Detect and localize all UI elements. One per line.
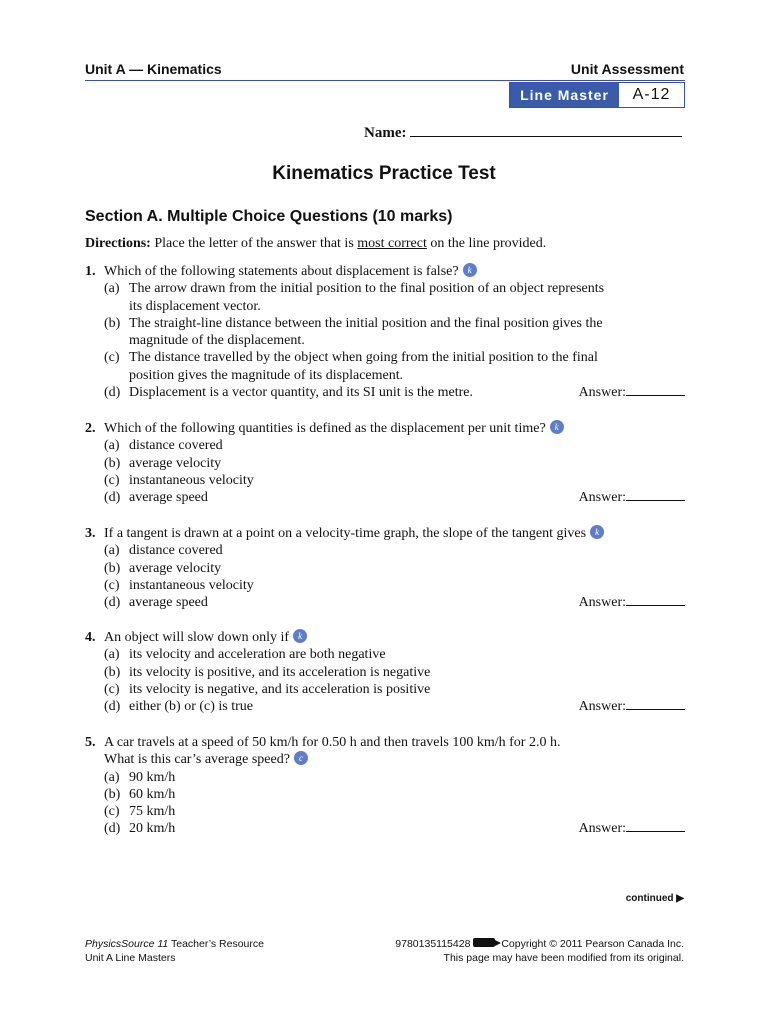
question-5 bbox=[85, 734, 685, 838]
continued-indicator bbox=[626, 893, 684, 904]
option-text: 75 km/h bbox=[129, 804, 176, 820]
question-text: What is this car’s average speed? bbox=[104, 752, 290, 768]
directions-text-after: on the line provided. bbox=[430, 236, 547, 251]
option-b bbox=[85, 560, 685, 577]
skill-badge-icon: k bbox=[293, 629, 307, 643]
option-text: distance covered bbox=[129, 438, 223, 454]
answer-label: Answer: bbox=[578, 490, 626, 506]
isbn: 9780135115428 bbox=[395, 938, 471, 950]
answer-label: Answer: bbox=[578, 595, 626, 611]
option-text: The distance travelled by the object when going from the initial position to the final bbox=[129, 350, 598, 366]
option-letter: (a) bbox=[104, 543, 120, 559]
option-b bbox=[85, 786, 685, 803]
question-number: 1. bbox=[85, 264, 96, 279]
option-text: average speed bbox=[129, 490, 208, 506]
option-text: The straight-line distance between the initial position and the final position gives the bbox=[129, 315, 603, 331]
question-2 bbox=[85, 420, 685, 506]
option-text: its velocity is positive, and its acceleration is negative bbox=[129, 664, 431, 680]
option-letter: (d) bbox=[104, 699, 121, 715]
option-letter: (a) bbox=[104, 647, 120, 663]
option-a bbox=[85, 769, 685, 786]
question-number: 3. bbox=[85, 526, 96, 541]
copyright-logo-icon bbox=[473, 938, 495, 947]
skill-badge-icon: k bbox=[590, 525, 604, 539]
option-b bbox=[85, 664, 685, 681]
line-master-label: Line Master bbox=[510, 83, 619, 107]
question-4 bbox=[85, 629, 685, 715]
option-letter: (a) bbox=[104, 438, 120, 454]
header-divider bbox=[85, 80, 685, 81]
option-text: position gives the magnitude of its displacement. bbox=[129, 367, 404, 383]
copyright: Copyright © 2011 Pearson Canada Inc. bbox=[501, 938, 684, 950]
question-text-line bbox=[104, 734, 685, 751]
option-a bbox=[85, 437, 685, 454]
option-d bbox=[85, 594, 685, 611]
answer-field[interactable] bbox=[579, 593, 685, 611]
book-title: PhysicsSource 11 bbox=[85, 938, 169, 950]
option-letter: (c) bbox=[104, 472, 120, 488]
question-text: If a tangent is drawn at a point on a velocity-time graph, the slope of the tangent gives bbox=[104, 526, 587, 541]
option-letter: (b) bbox=[104, 786, 121, 802]
answer-blank-line[interactable] bbox=[626, 488, 685, 501]
question-text-line bbox=[104, 751, 685, 768]
modified-notice: This page may have been modified from its original. bbox=[443, 952, 684, 964]
answer-field[interactable] bbox=[579, 697, 685, 715]
option-text: 90 km/h bbox=[129, 769, 176, 785]
option-c bbox=[85, 349, 685, 384]
option-a bbox=[85, 280, 685, 315]
answer-field[interactable] bbox=[579, 383, 685, 401]
option-letter: (c) bbox=[104, 804, 120, 820]
option-letter: (b) bbox=[104, 315, 121, 331]
option-d bbox=[85, 489, 685, 506]
option-letter: (c) bbox=[104, 577, 120, 593]
line-master-number: A-12 bbox=[619, 83, 684, 107]
option-text: either (b) or (c) is true bbox=[129, 699, 253, 715]
option-d bbox=[85, 820, 685, 837]
option-text: average velocity bbox=[129, 560, 222, 576]
answer-label: Answer: bbox=[578, 821, 626, 837]
name-field[interactable] bbox=[364, 123, 682, 142]
option-letter: (a) bbox=[104, 769, 120, 785]
question-text-line bbox=[104, 525, 685, 542]
answer-blank-line[interactable] bbox=[626, 697, 685, 710]
question-number: 4. bbox=[85, 630, 96, 645]
option-letter: (b) bbox=[104, 664, 121, 680]
footer-unit: Unit A Line Masters bbox=[85, 952, 176, 964]
option-text: distance covered bbox=[129, 543, 223, 559]
option-text: 60 km/h bbox=[129, 786, 176, 802]
play-arrow-icon: ▶ bbox=[676, 893, 684, 904]
option-text: instantaneous velocity bbox=[129, 472, 254, 488]
question-stem bbox=[85, 420, 685, 437]
option-letter: (c) bbox=[104, 681, 120, 697]
question-text: Which of the following statements about displacement is false? bbox=[104, 264, 459, 279]
continued-label: continued bbox=[625, 893, 674, 904]
answer-field[interactable] bbox=[579, 488, 685, 506]
option-b bbox=[85, 455, 685, 472]
skill-badge-icon: k bbox=[550, 420, 564, 434]
question-stem bbox=[85, 263, 685, 280]
footer-right bbox=[395, 937, 684, 965]
option-letter: (a) bbox=[104, 281, 120, 297]
option-letter: (d) bbox=[104, 490, 121, 506]
question-stem bbox=[85, 734, 685, 769]
question-3 bbox=[85, 525, 685, 611]
option-letter: (c) bbox=[104, 350, 120, 366]
answer-label: Answer: bbox=[578, 699, 626, 715]
option-text: its velocity is negative, and its acceleration is positive bbox=[129, 681, 431, 697]
answer-blank-line[interactable] bbox=[626, 383, 685, 396]
option-text: average velocity bbox=[129, 455, 222, 471]
option-b bbox=[85, 315, 685, 350]
option-d bbox=[85, 698, 685, 715]
option-text: magnitude of the displacement. bbox=[129, 333, 305, 349]
option-letter: (b) bbox=[104, 560, 121, 576]
page-title: Kinematics Practice Test bbox=[272, 163, 496, 184]
option-text: its velocity and acceleration are both negative bbox=[129, 647, 386, 663]
question-text: An object will slow down only if bbox=[104, 630, 290, 645]
option-c bbox=[85, 472, 685, 489]
name-blank-line[interactable] bbox=[410, 123, 682, 137]
directions-emphasis: most correct bbox=[357, 236, 427, 251]
skill-badge-icon: c bbox=[294, 751, 308, 765]
question-text-line bbox=[104, 263, 685, 280]
name-label: Name: bbox=[364, 125, 407, 141]
assessment-heading: Unit Assessment bbox=[570, 61, 684, 77]
option-text: Displacement is a vector quantity, and its SI unit is the metre. bbox=[129, 385, 473, 401]
question-stem bbox=[85, 525, 685, 542]
footer-left bbox=[85, 937, 264, 965]
option-text: instantaneous velocity bbox=[129, 577, 254, 593]
option-letter: (b) bbox=[104, 455, 121, 471]
option-letter: (d) bbox=[104, 595, 121, 611]
question-text-line bbox=[104, 629, 685, 646]
unit-heading: Unit A — Kinematics bbox=[85, 61, 222, 77]
option-a bbox=[85, 646, 685, 663]
skill-badge-icon: k bbox=[463, 263, 477, 277]
question-stem bbox=[85, 629, 685, 646]
option-c bbox=[85, 681, 685, 698]
book-suffix: Teacher’s Resource bbox=[168, 938, 264, 950]
option-text: its displacement vector. bbox=[129, 298, 261, 314]
question-1 bbox=[85, 263, 685, 401]
question-text: Which of the following quantities is defined as the displacement per unit time? bbox=[104, 421, 546, 436]
directions bbox=[85, 236, 546, 252]
option-letter: (d) bbox=[104, 385, 121, 401]
answer-blank-line[interactable] bbox=[626, 593, 685, 606]
directions-label: Directions: bbox=[85, 236, 151, 251]
question-number: 5. bbox=[85, 735, 96, 750]
option-text: 20 km/h bbox=[129, 821, 176, 837]
line-master-box bbox=[509, 82, 685, 108]
question-text-line bbox=[104, 420, 685, 437]
directions-text-before: Place the letter of the answer that is bbox=[154, 236, 354, 251]
option-d bbox=[85, 384, 685, 401]
option-letter: (d) bbox=[104, 821, 121, 837]
option-text: average speed bbox=[129, 595, 208, 611]
option-text: The arrow drawn from the initial position to the final position of an object represents bbox=[129, 281, 605, 297]
answer-blank-line[interactable] bbox=[626, 819, 685, 832]
question-number: 2. bbox=[85, 421, 96, 436]
option-c bbox=[85, 803, 685, 820]
option-c bbox=[85, 577, 685, 594]
option-a bbox=[85, 542, 685, 559]
section-title: Section A. Multiple Choice Questions (10 marks) bbox=[85, 208, 453, 225]
question-text: A car travels at a speed of 50 km/h for 0.50 h and then travels 100 km/h for 2.0 h. bbox=[104, 735, 561, 750]
answer-field[interactable] bbox=[579, 819, 685, 837]
answer-label: Answer: bbox=[578, 385, 626, 401]
